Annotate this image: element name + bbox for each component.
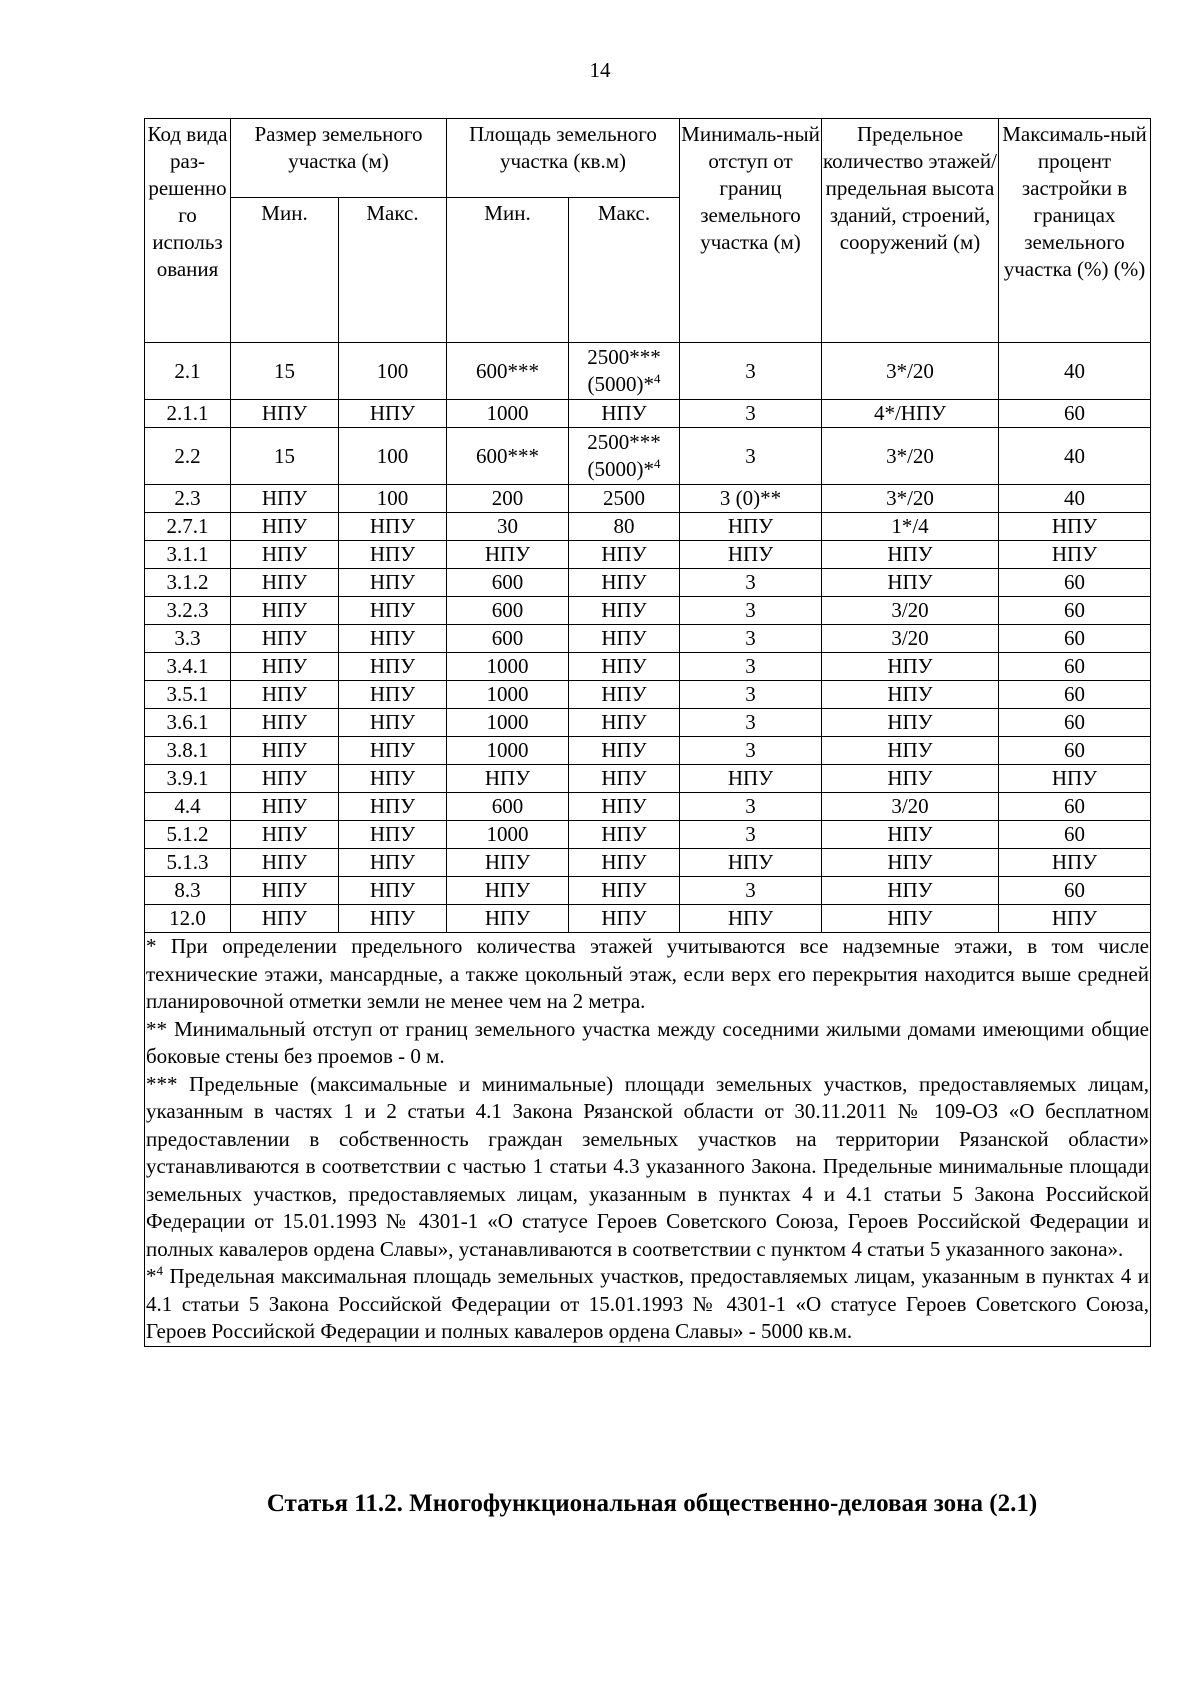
cell-area-max: НПУ — [569, 877, 680, 905]
cell-area-max: НПУ — [569, 793, 680, 821]
cell-code: 5.1.3 — [145, 849, 231, 877]
table-row — [145, 709, 1151, 737]
cell-floors: НПУ — [822, 905, 999, 933]
cell-area-min: НПУ — [447, 541, 569, 569]
cell-coverage: НПУ — [999, 765, 1151, 793]
cell-coverage: 40 — [999, 343, 1151, 400]
cell-floors: 3*/20 — [822, 343, 999, 400]
table-row — [145, 569, 1151, 597]
cell-size-min: НПУ — [231, 597, 339, 625]
cell-size-max: 100 — [339, 343, 447, 400]
cell-area-min: 1000 — [447, 653, 569, 681]
cell-setback: НПУ — [680, 541, 822, 569]
cell-setback: 3 — [680, 343, 822, 400]
table-row — [145, 681, 1151, 709]
cell-setback: 3 — [680, 681, 822, 709]
cell-coverage: НПУ — [999, 905, 1151, 933]
cell-size-max: НПУ — [339, 513, 447, 541]
cell-area-max: НПУ — [569, 765, 680, 793]
cell-area-max: НПУ — [569, 681, 680, 709]
cell-area-min: НПУ — [447, 765, 569, 793]
note-max-area-sup: 4 — [156, 1263, 163, 1278]
cell-coverage: 60 — [999, 653, 1151, 681]
cell-area-min: 30 — [447, 513, 569, 541]
cell-floors: НПУ — [822, 765, 999, 793]
cell-coverage: 60 — [999, 793, 1151, 821]
header-setback: Минималь-ный отступ от границ земельного участка (м) — [680, 119, 822, 343]
cell-area-max: НПУ — [569, 905, 680, 933]
cell-floors: НПУ — [822, 737, 999, 765]
cell-floors: 3*/20 — [822, 485, 999, 513]
cell-size-max: НПУ — [339, 569, 447, 597]
cell-area-max: НПУ — [569, 737, 680, 765]
cell-floors: 3*/20 — [822, 428, 999, 485]
cell-code: 3.6.1 — [145, 709, 231, 737]
cell-code: 3.9.1 — [145, 765, 231, 793]
cell-coverage: НПУ — [999, 513, 1151, 541]
cell-setback: 3 — [680, 877, 822, 905]
cell-floors: НПУ — [822, 849, 999, 877]
cell-size-min: 15 — [231, 343, 339, 400]
cell-area-min: 1000 — [447, 400, 569, 428]
cell-coverage: 60 — [999, 625, 1151, 653]
page-number: 14 — [589, 58, 611, 82]
cell-size-max: НПУ — [339, 737, 447, 765]
table-row — [145, 400, 1151, 428]
note-setback: ** Минимальный отступ от границ земельного участка между соседними жилыми домами имеющими общие боковые стены без проемов - 0 м. — [146, 1016, 1149, 1068]
note-area-limits: *** Предельные (максимальные и минимальные) площади земельных участков, предоставляемых лицам, указанным в частях 1 и 2 статьи 4.1 Закона Рязанской области от 30.11.2011 № 109-ОЗ «О бесплатном предоставлении в собственность граждан земельных участков на территории Рязанской области» устанавливаются в соответствии с частью 1 статьи 4.3 указанного Закона. Предельные минимальные площади земельных участков, предоставляемых лицам, указанным в пунктах 4 и 4.1 статьи 5 Закона Российской Федерации от 15.01.1993 № 4301-1 «О статусе Героев Советского Союза, Героев Российской Федерации и полных кавалеров ордена Славы», устанавливаются в соответствии с пунктом 4 статьи 5 указанного закона». — [146, 1071, 1149, 1261]
cell-code: 8.3 — [145, 877, 231, 905]
table-row — [145, 821, 1151, 849]
cell-size-min: НПУ — [231, 877, 339, 905]
cell-area-min: 600 — [447, 597, 569, 625]
cell-area-max-line2 — [570, 371, 678, 398]
cell-coverage: НПУ — [999, 541, 1151, 569]
cell-coverage: 60 — [999, 709, 1151, 737]
cell-setback: 3 — [680, 625, 822, 653]
section-heading-text: Статья 11.2. Многофункциональная общественно-деловая зона (2.1) — [266, 1490, 1038, 1517]
cell-area-max-line2-text: (5000)* — [587, 372, 654, 396]
table-row — [145, 343, 1151, 400]
cell-area-max: НПУ — [569, 569, 680, 597]
table-row — [145, 849, 1151, 877]
cell-code: 3.1.1 — [145, 541, 231, 569]
regulations-table — [144, 118, 1151, 1347]
cell-coverage: 40 — [999, 428, 1151, 485]
cell-floors: НПУ — [822, 709, 999, 737]
section-heading — [0, 1490, 1200, 1518]
cell-size-max: НПУ — [339, 905, 447, 933]
cell-size-max: 100 — [339, 485, 447, 513]
cell-coverage: 60 — [999, 400, 1151, 428]
cell-size-max: НПУ — [339, 625, 447, 653]
cell-setback: 3 — [680, 821, 822, 849]
cell-area-min: НПУ — [447, 849, 569, 877]
cell-area-max-sup: 4 — [654, 456, 661, 471]
cell-size-min: НПУ — [231, 905, 339, 933]
cell-size-max: НПУ — [339, 849, 447, 877]
cell-setback: 3 — [680, 737, 822, 765]
cell-floors: 3/20 — [822, 625, 999, 653]
cell-code: 2.1 — [145, 343, 231, 400]
cell-floors: НПУ — [822, 541, 999, 569]
cell-area-min: 200 — [447, 485, 569, 513]
note-max-area-mark: * — [146, 1264, 157, 1288]
cell-code: 4.4 — [145, 793, 231, 821]
table-row — [145, 653, 1151, 681]
cell-code: 3.3 — [145, 625, 231, 653]
cell-size-min: НПУ — [231, 541, 339, 569]
cell-area-max: НПУ — [569, 821, 680, 849]
header-area-max: Макс. — [569, 198, 680, 343]
cell-code: 2.2 — [145, 428, 231, 485]
cell-area-min: 1000 — [447, 821, 569, 849]
cell-size-min: НПУ — [231, 625, 339, 653]
cell-setback: 3 — [680, 569, 822, 597]
table-row — [145, 625, 1151, 653]
cell-setback: 3 — [680, 793, 822, 821]
cell-size-min: НПУ — [231, 765, 339, 793]
cell-size-max: НПУ — [339, 541, 447, 569]
cell-coverage: 40 — [999, 485, 1151, 513]
cell-floors: НПУ — [822, 569, 999, 597]
cell-code: 2.3 — [145, 485, 231, 513]
cell-code: 3.1.2 — [145, 569, 231, 597]
cell-area-min: 1000 — [447, 737, 569, 765]
header-coverage: Максималь-ный процент застройки в границах земельного участка (%) (%) — [999, 119, 1151, 343]
table-body — [145, 343, 1151, 933]
cell-setback: 3 — [680, 428, 822, 485]
cell-setback: 3 — [680, 597, 822, 625]
cell-area-max-sup: 4 — [654, 371, 661, 386]
cell-coverage: 60 — [999, 597, 1151, 625]
cell-size-min: НПУ — [231, 569, 339, 597]
cell-size-max: 100 — [339, 428, 447, 485]
header-size-min: Мин. — [231, 198, 339, 343]
cell-setback: НПУ — [680, 905, 822, 933]
table-row — [145, 513, 1151, 541]
cell-coverage: 60 — [999, 737, 1151, 765]
cell-setback: 3 (0)** — [680, 485, 822, 513]
cell-area-min: 600 — [447, 793, 569, 821]
cell-code: 3.8.1 — [145, 737, 231, 765]
cell-area-max-line2-text: (5000)* — [587, 457, 654, 481]
table-row — [145, 737, 1151, 765]
cell-area-max — [569, 428, 680, 485]
cell-size-max: НПУ — [339, 821, 447, 849]
table-row — [145, 793, 1151, 821]
cell-area-max: 80 — [569, 513, 680, 541]
cell-floors: 4*/НПУ — [822, 400, 999, 428]
cell-size-min: НПУ — [231, 821, 339, 849]
cell-code: 2.1.1 — [145, 400, 231, 428]
cell-area-max: НПУ — [569, 709, 680, 737]
cell-size-min: НПУ — [231, 709, 339, 737]
cell-setback: НПУ — [680, 849, 822, 877]
header-area-min: Мин. — [447, 198, 569, 343]
cell-size-min: НПУ — [231, 485, 339, 513]
header-code: Код вида раз-решенно го использ ования — [145, 119, 231, 343]
cell-size-min: НПУ — [231, 681, 339, 709]
table-notes — [145, 933, 1151, 1347]
cell-size-min: НПУ — [231, 653, 339, 681]
cell-area-max: НПУ — [569, 653, 680, 681]
cell-area-max: НПУ — [569, 541, 680, 569]
cell-setback: 3 — [680, 653, 822, 681]
note-floors: * При определении предельного количества этажей учитываются все надземные этажи, в том числе технические этажи, мансардные, а также цокольный этаж, если верх его перекрытия находится выше средней планировочной отметки земли не менее чем на 2 метра. — [146, 934, 1149, 1013]
cell-area-min: 600*** — [447, 343, 569, 400]
note-max-area-text: Предельная максимальная площадь земельных участков, предоставляемых лицам, указанным в пунктах 4 и 4.1 статьи 5 Закона Российской Федерации от 15.01.1993 № 4301-1 «О статусе Героев Советского Союза, Героев Российской Федерации и полных кавалеров ордена Славы» - 5000 кв.м. — [146, 1264, 1149, 1343]
cell-size-max: НПУ — [339, 877, 447, 905]
cell-area-max — [569, 343, 680, 400]
cell-coverage: 60 — [999, 877, 1151, 905]
cell-area-min: НПУ — [447, 905, 569, 933]
cell-area-min: 1000 — [447, 681, 569, 709]
cell-setback: 3 — [680, 400, 822, 428]
cell-coverage: НПУ — [999, 849, 1151, 877]
cell-area-max-line2 — [570, 456, 678, 483]
cell-code: 3.2.3 — [145, 597, 231, 625]
cell-area-max: НПУ — [569, 400, 680, 428]
cell-area-max: НПУ — [569, 849, 680, 877]
header-size: Размер земельного участка (м) — [231, 119, 447, 198]
cell-size-max: НПУ — [339, 653, 447, 681]
cell-size-min: НПУ — [231, 400, 339, 428]
cell-area-max: НПУ — [569, 625, 680, 653]
table-row — [145, 765, 1151, 793]
note-max-area — [146, 1263, 1149, 1346]
cell-code: 5.1.2 — [145, 821, 231, 849]
cell-size-max: НПУ — [339, 765, 447, 793]
cell-floors: НПУ — [822, 681, 999, 709]
cell-area-max: НПУ — [569, 597, 680, 625]
cell-size-max: НПУ — [339, 597, 447, 625]
cell-code: 3.4.1 — [145, 653, 231, 681]
cell-size-min: НПУ — [231, 737, 339, 765]
cell-size-max: НПУ — [339, 793, 447, 821]
table-row — [145, 485, 1151, 513]
cell-size-max: НПУ — [339, 681, 447, 709]
cell-size-min: НПУ — [231, 793, 339, 821]
cell-area-min: 600*** — [447, 428, 569, 485]
table-row — [145, 905, 1151, 933]
table-row — [145, 597, 1151, 625]
cell-size-min: НПУ — [231, 849, 339, 877]
cell-code: 3.5.1 — [145, 681, 231, 709]
cell-area-min: 600 — [447, 625, 569, 653]
cell-floors: НПУ — [822, 877, 999, 905]
cell-setback: НПУ — [680, 513, 822, 541]
cell-area-max-line1: 2500*** — [587, 345, 661, 369]
cell-size-min: НПУ — [231, 513, 339, 541]
table-row — [145, 877, 1151, 905]
header-area: Площадь земельного участка (кв.м) — [447, 119, 680, 198]
header-size-max: Макс. — [339, 198, 447, 343]
cell-floors: НПУ — [822, 821, 999, 849]
cell-setback: 3 — [680, 709, 822, 737]
cell-size-max: НПУ — [339, 709, 447, 737]
cell-area-min: 600 — [447, 569, 569, 597]
cell-coverage: 60 — [999, 821, 1151, 849]
cell-floors: 3/20 — [822, 597, 999, 625]
cell-floors: 3/20 — [822, 793, 999, 821]
cell-size-min: 15 — [231, 428, 339, 485]
cell-area-max-line1: 2500*** — [587, 430, 661, 454]
cell-floors: 1*/4 — [822, 513, 999, 541]
table-row — [145, 541, 1151, 569]
table-row — [145, 428, 1151, 485]
cell-size-max: НПУ — [339, 400, 447, 428]
cell-setback: НПУ — [680, 765, 822, 793]
header-floors: Предельное количество этажей/ предельная высота зданий, строений, сооружений (м) — [822, 119, 999, 343]
cell-area-max: 2500 — [569, 485, 680, 513]
cell-floors: НПУ — [822, 653, 999, 681]
cell-coverage: 60 — [999, 681, 1151, 709]
cell-area-min: 1000 — [447, 709, 569, 737]
cell-coverage: 60 — [999, 569, 1151, 597]
cell-code: 2.7.1 — [145, 513, 231, 541]
cell-code: 12.0 — [145, 905, 231, 933]
cell-area-min: НПУ — [447, 877, 569, 905]
